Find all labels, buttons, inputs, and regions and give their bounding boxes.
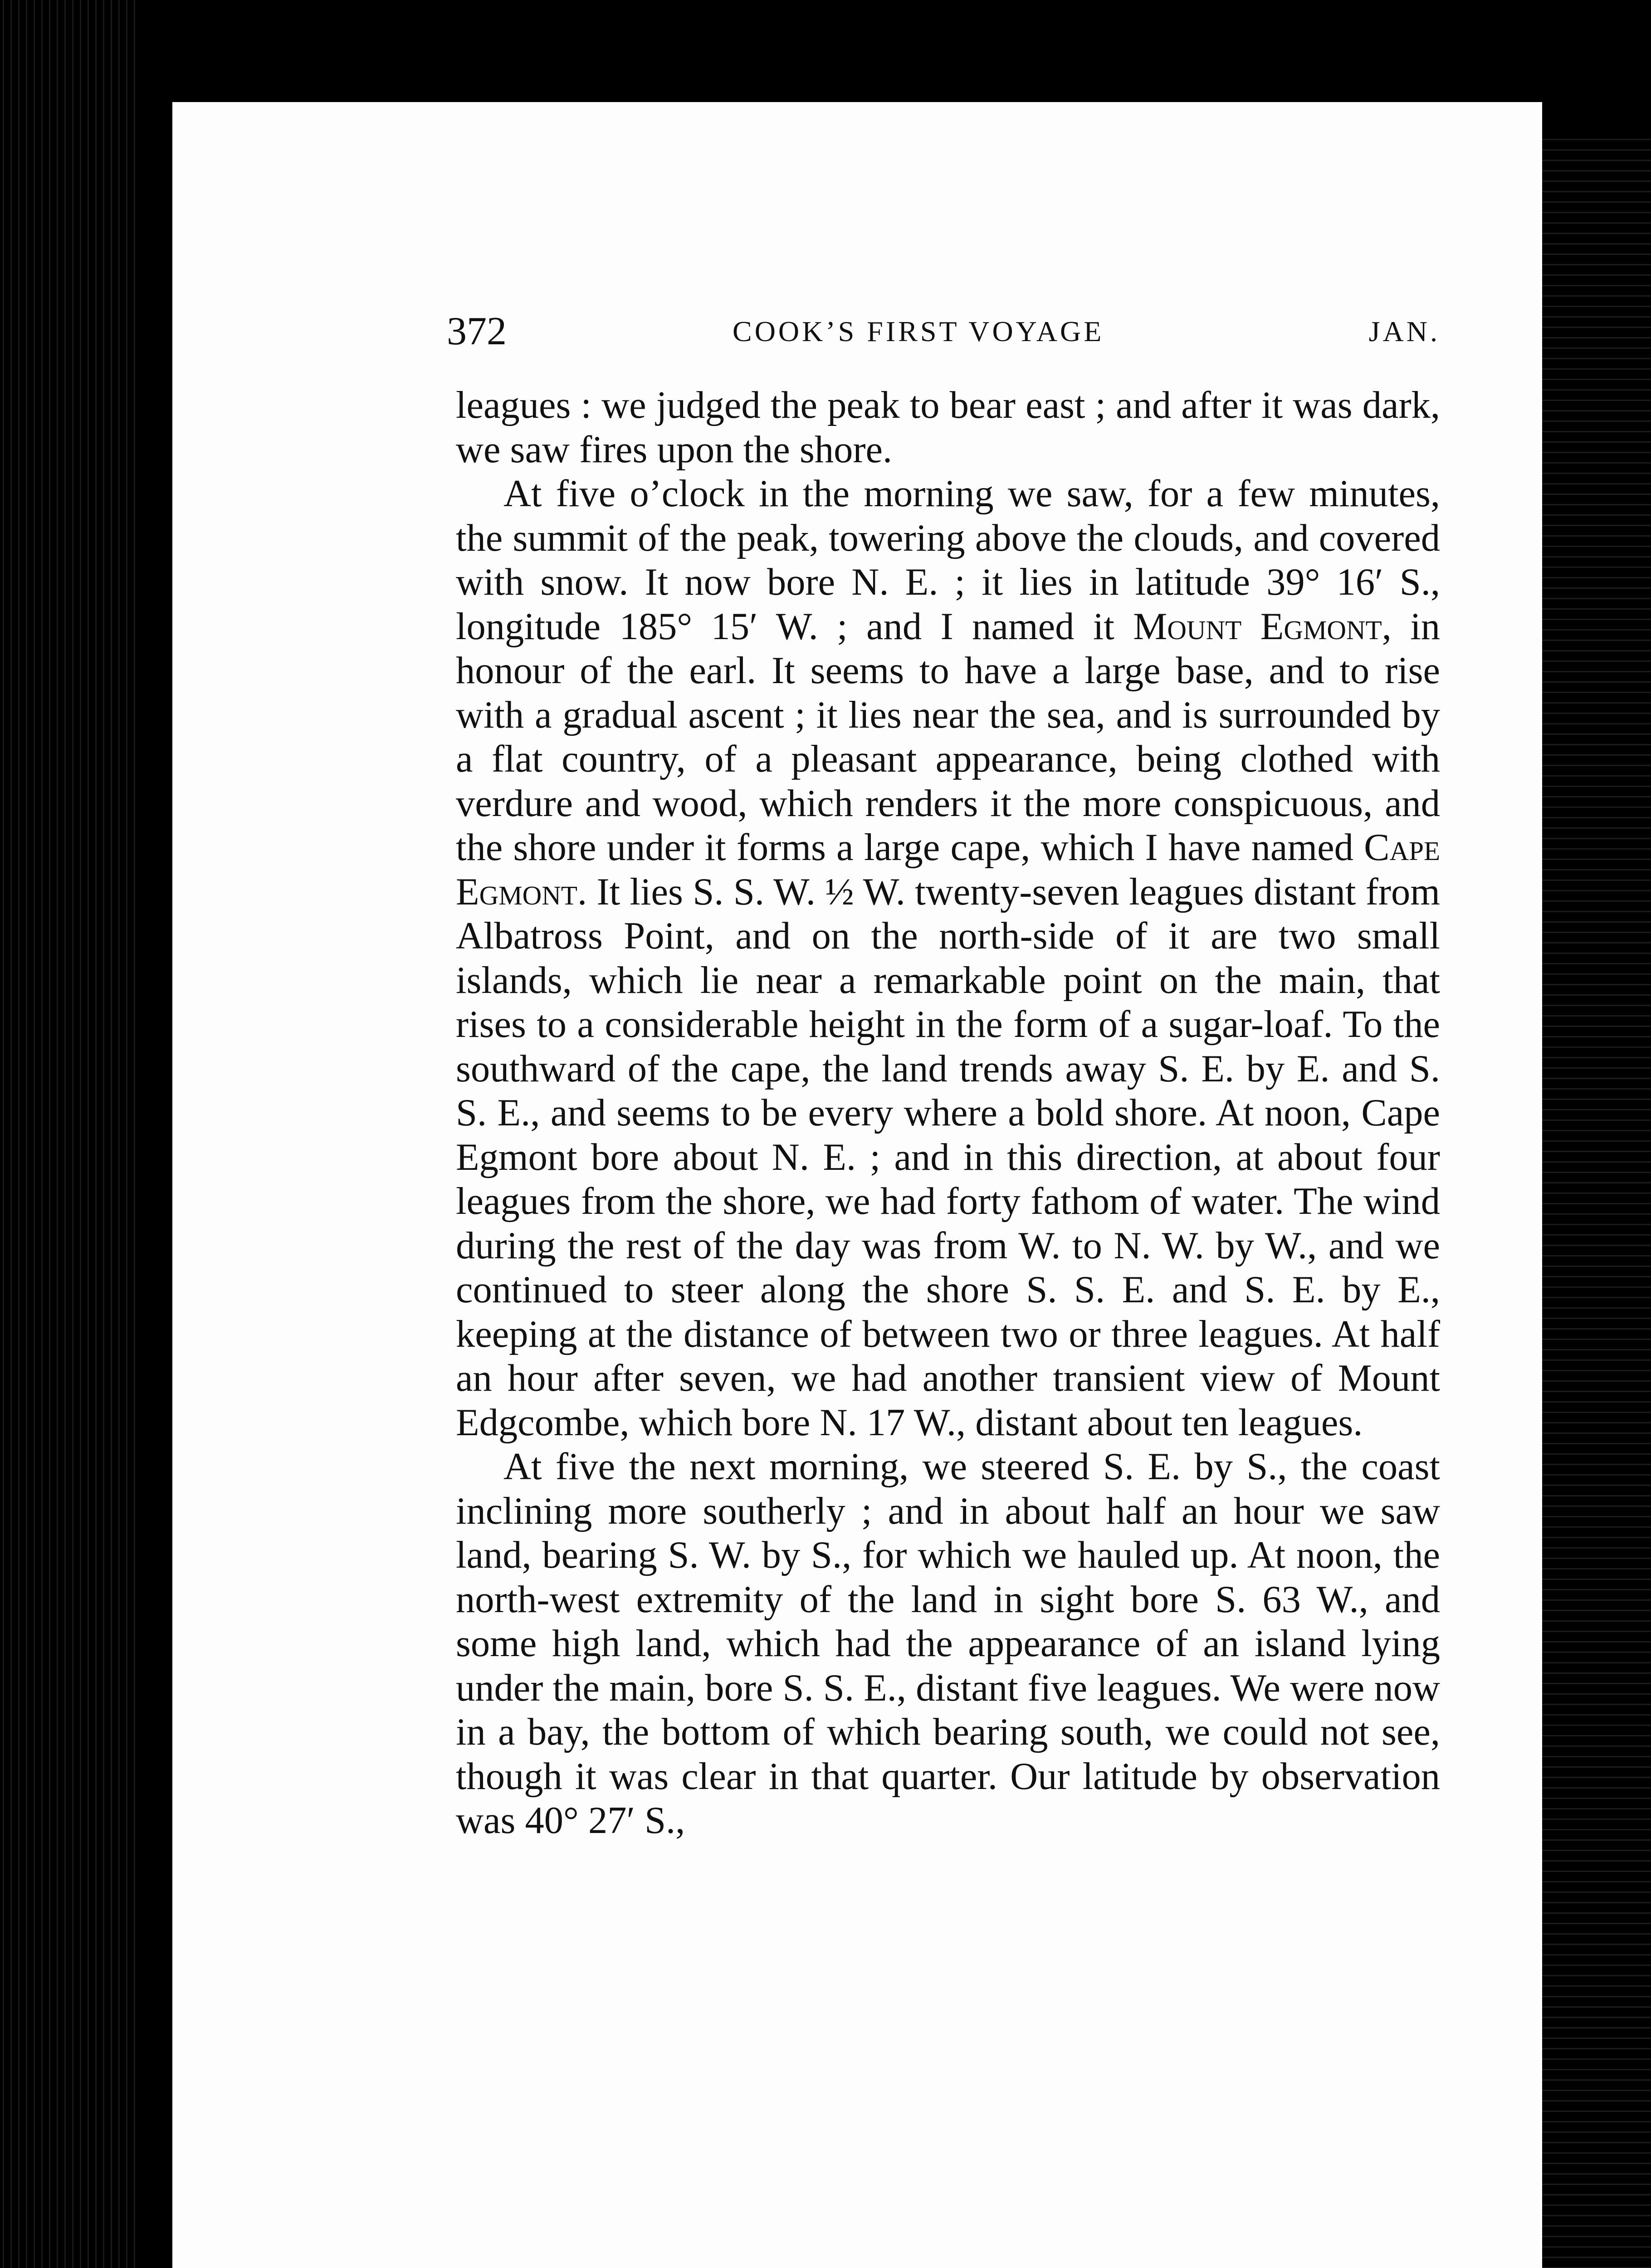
- paragraph-1: leagues : we judged the peak to bear east ; and after it was dark, we saw fires upon the shore.: [456, 384, 1440, 471]
- page-number: 372: [447, 309, 507, 353]
- body-text: [456, 383, 1440, 1843]
- paragraph-3: At five the next morning, we steered S. E. by S., the coast inclining more southerly ; and in about half an hour we saw land, bearing S. W. by S., for which we hauled up. At noon, the north-west extremity of the land in sight bore S. 63 W., and some high land, which had the appearance of an island lying under the main, bore S. S. E., distant five leagues. We were now in a bay, the bottom of which bearing south, we could not see, though it was clear in that quarter. Our latitude by observation was 40° 27′ S.,: [456, 1446, 1440, 1842]
- running-title: COOK’S FIRST VOYAGE: [733, 315, 1104, 347]
- paragraph-2-part-c: . It lies S. S. W. ½ W. twenty-seven leagues distant from Albatross Point, and on the north-side of it are two small islands, which lie near a remarkable point on the main, that rises to a considerable height in the form of a sugar-loaf. To the southward of the cape, the land trends away S. E. by E. and S. S. E., and seems to be every where a bold shore. At noon, Cape Egmont bore about N. E. ; and in this direction, at about four leagues from the shore, we had forty fathom of water. The wind during the rest of the day was from W. to N. W. by W., and we continued to steer along the shore S. S. E. and S. E. by E., keeping at the distance of between two or three leagues. At half an hour after seven, we had another transient view of Mount Edgcombe, which bore N. 17 W., distant about ten leagues.: [456, 870, 1440, 1444]
- place-name-mount-egmont: Mount Egmont: [1133, 605, 1382, 648]
- paragraph-2: [456, 472, 1440, 1445]
- running-month: JAN.: [1368, 315, 1440, 347]
- paragraph-2-part-b: , in honour of the earl. It seems to have a large base, and to rise with a gradual ascent ; it lies near the sea, and is surrounded by a flat country, of a pleasant appearance, being clothed with verdure and wood, which renders it the more conspicuous, and the shore under it forms a large cape, which I have named: [456, 605, 1441, 869]
- paragraph-2-part-a: At five o’clock in the morning we saw, for a few minutes, the summit of the peak, towering above the clouds, and covered with snow. It now bore N. E. ; it lies in latitude 39° 16′ S., longitude 185° 15′ W. ; and I named it: [456, 473, 1440, 648]
- place-name-cape-egmont: Cape Egmont: [456, 826, 1440, 913]
- page-edge: [1542, 136, 1651, 2268]
- book-gutter: [0, 0, 136, 2268]
- running-header: [447, 308, 1440, 354]
